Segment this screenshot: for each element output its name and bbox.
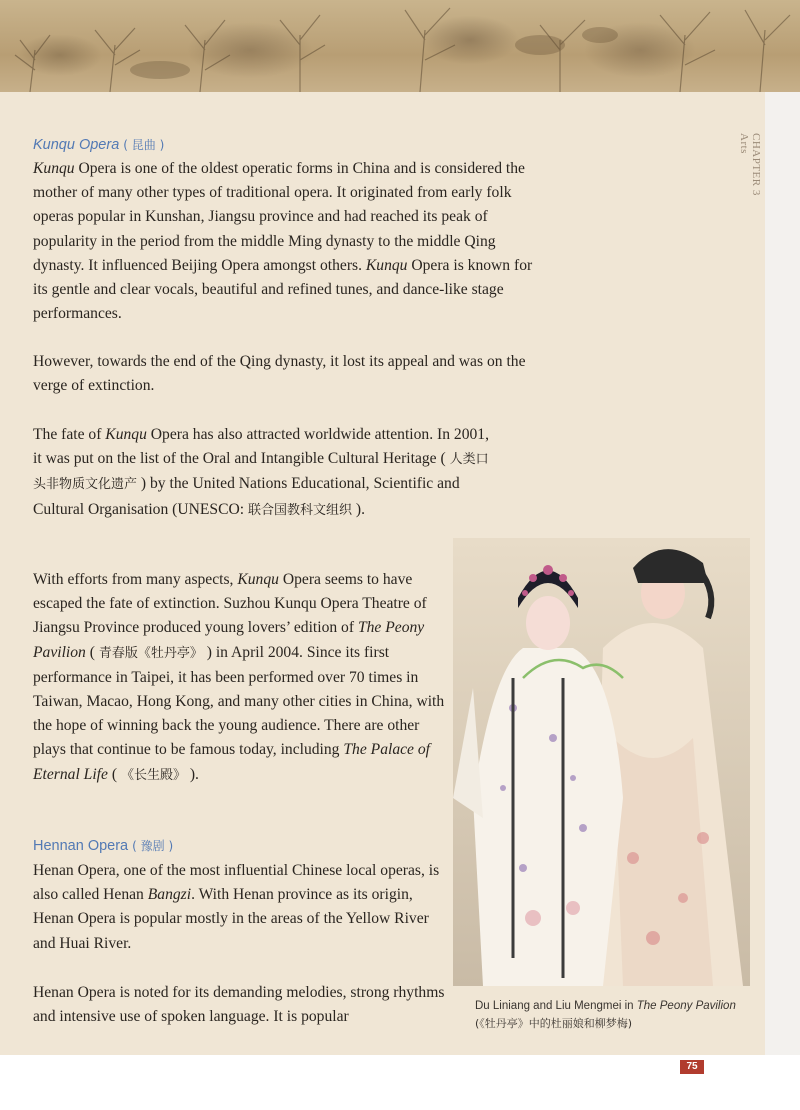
rich-paragraph [33, 568, 445, 788]
body-text: . With Henan province as its origin, Henan Opera is popular mostly in the areas of the Yellow River and Huai River. [33, 886, 429, 952]
opera-performers-photo [453, 538, 750, 986]
rich-paragraph [33, 859, 445, 956]
kunqu-paragraph-4 [33, 568, 445, 788]
chinese-text: 联合国教科文组织 [247, 502, 352, 518]
body-text: ( [107, 765, 121, 783]
body-text: With efforts from many aspects, [33, 571, 238, 588]
henan-heading [33, 836, 173, 856]
chapter-side-label [738, 133, 762, 196]
body-text: ) by the United Nations Educational, Scientific and Cultural Organisation (UNESCO: [33, 475, 460, 518]
italic-term: Kunqu [33, 160, 75, 177]
kunqu-heading-title: Kunqu Opera [33, 137, 120, 153]
body-text: However, towards the end of the Qing dynasty, it lost its appeal and was on the verge of extinction. [33, 353, 526, 395]
body-text: ). [352, 500, 365, 518]
body-text: Opera is known for its gentle and clear vocals, beautiful and refined tunes, and dance-like stage performances. [33, 256, 533, 323]
chinese-text: 青春版《牡丹亭》 [98, 645, 203, 661]
page-edge [765, 92, 800, 1110]
caption-line-1 [475, 998, 765, 1015]
body-text: Henan Opera, one of the most influential Chinese local operas, is also called Henan [33, 862, 440, 904]
rich-paragraph [33, 157, 533, 326]
kunqu-paragraph-3 [33, 423, 495, 523]
body-text: Opera is one of the oldest operatic forms in China and is considered the mother of many other types of traditional opera. It originated from early folk operas popular in Kunshan, Jiangsu province and had reached its peak of popularity in the period from the middle Ming dynasty to the middle Qing dynasty. It influenced Beijing Opera amongst others. [33, 160, 525, 274]
body-text: Henan Opera is noted for its demanding melodies, strong rhythms and intensive use of spoken language. It is popular [33, 984, 445, 1026]
italic-term: Kunqu [365, 256, 408, 274]
italic-term: Kunqu [105, 426, 147, 443]
body-text: Opera has also attracted worldwide attention. In 2001, it was put on the list of the Oral and Intangible Cultural Heritage ( [33, 426, 489, 468]
body-text: Opera seems to have escaped the fate of extinction. Suzhou Kunqu Opera Theatre of Jiangsu Province produced young lovers’ edition of [33, 571, 427, 637]
rich-paragraph [33, 423, 495, 523]
chinese-text: 人类口头非物质文化遗产 [33, 452, 489, 493]
caption-text: Du Liniang and Liu Mengmei in [475, 1000, 637, 1012]
body-text: The fate of [33, 426, 106, 443]
kunqu-heading-han: ( 昆曲 ) [123, 138, 165, 152]
kunqu-paragraph-1 [33, 157, 533, 326]
rich-paragraph [33, 981, 445, 1029]
scroll-painting-banner [0, 0, 800, 92]
body-text: ( [85, 643, 99, 661]
henan-paragraph-2 [33, 981, 445, 1029]
rich-paragraph [33, 350, 533, 398]
chinese-text: 《长生殿》 [120, 767, 186, 783]
italic-term: The Palace of Eternal Life [33, 741, 430, 783]
photo-caption [475, 998, 765, 1032]
caption-title: The Peony Pavilion [636, 1000, 736, 1012]
caption-line-2: (《牡丹亭》中的杜丽娘和柳梦梅) [475, 1017, 633, 1030]
body-text: ) in April 2004. Since its first performance in Taipei, it has been performed over 70 times in Taiwan, Macao, Hong Kong, and many other cities in China, with the hope of winning back the young audience. There are other plays that continue to be famous today, including [33, 643, 445, 759]
henan-heading-han: ( 豫剧 ) [132, 839, 174, 853]
landscape-painting-image [0, 0, 800, 92]
chapter-label: CHAPTER 3 [750, 133, 762, 196]
kunqu-heading [33, 135, 164, 155]
italic-term: Bangzi [147, 886, 192, 904]
italic-term: The Peony Pavilion [33, 619, 425, 661]
page-number: 75 [680, 1060, 704, 1074]
section-label: Arts [738, 133, 750, 154]
italic-term: Kunqu [237, 571, 279, 588]
kunqu-paragraph-2 [33, 350, 533, 398]
henan-heading-title: Hennan Opera [33, 838, 129, 854]
body-text: ). [185, 765, 199, 783]
henan-paragraph-1 [33, 859, 445, 956]
